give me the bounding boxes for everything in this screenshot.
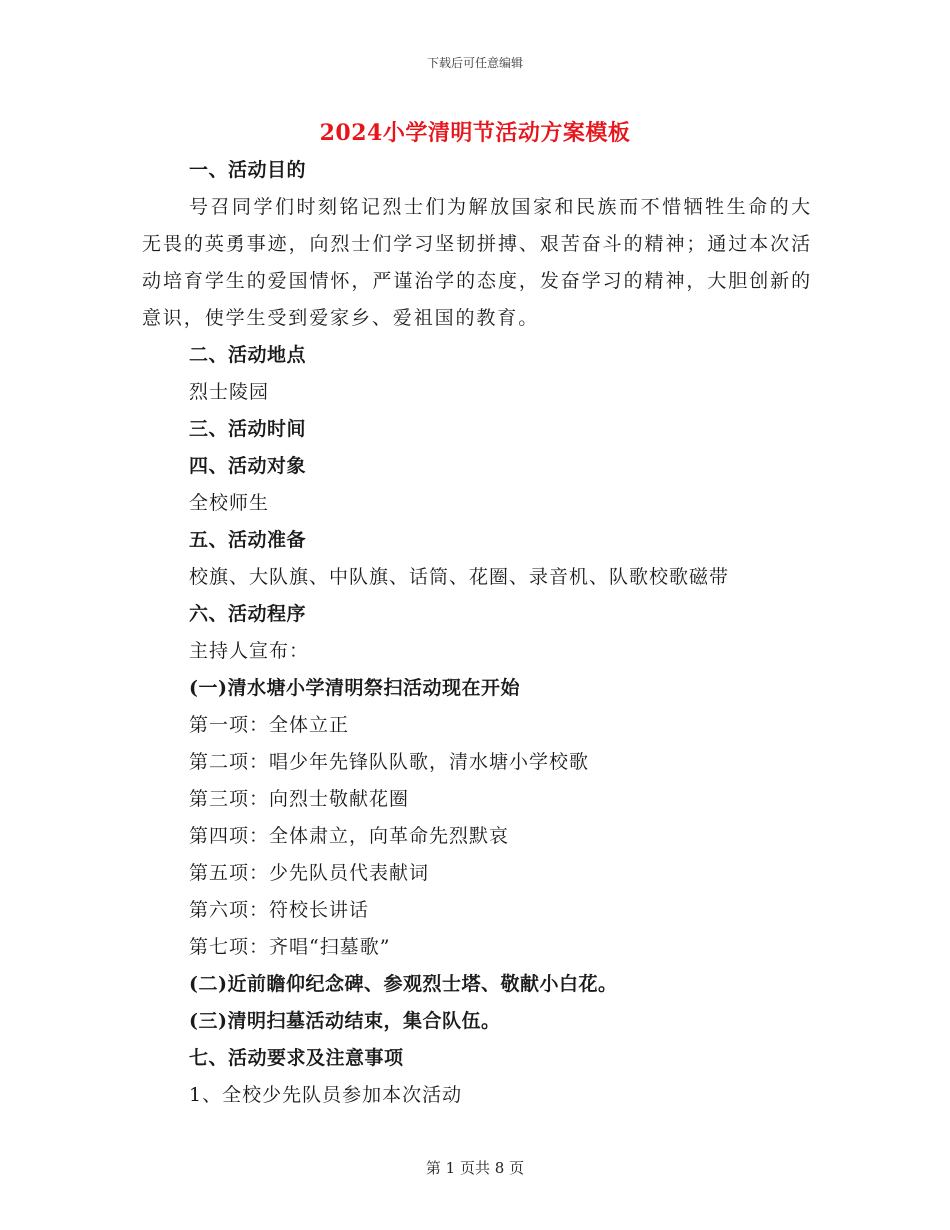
procedure-item: 第五项：少先队员代表献词	[189, 862, 430, 884]
procedure-item: 第六项：符校长讲话	[189, 899, 370, 921]
page-footer-page-number: 第 1 页共 8 页	[425, 1159, 525, 1177]
procedure-item: 第一项：全体立正	[189, 714, 350, 736]
procedure-item: 第四项：全体肃立，向革命先烈默哀	[189, 825, 510, 847]
page-header-note: 下载后可任意编辑	[426, 56, 523, 70]
section-heading-purpose: 一、活动目的	[189, 159, 307, 181]
participants-text: 全校师生	[189, 492, 270, 514]
procedure-step-1-heading: (一)清水塘小学清明祭扫活动现在开始	[189, 677, 520, 699]
procedure-intro: 主持人宣布：	[189, 640, 310, 662]
requirements-item: 1、全校少先队员参加本次活动	[189, 1084, 463, 1106]
document-title: 2024小学清明节活动方案模板	[319, 120, 631, 146]
preparation-text: 校旗、大队旗、中队旗、话筒、花圈、录音机、队歌校歌磁带	[189, 566, 730, 588]
section-heading-participants: 四、活动对象	[189, 455, 307, 477]
section-heading-time: 三、活动时间	[189, 418, 307, 440]
procedure-step-2-heading: (二)近前瞻仰纪念碑、参观烈士塔、敬献小白花。	[189, 973, 618, 995]
document-body	[142, 152, 812, 1114]
section-heading-procedure: 六、活动程序	[189, 603, 307, 625]
procedure-step-3-heading: (三)清明扫墓活动结束，集合队伍。	[189, 1010, 501, 1032]
procedure-item: 第三项：向烈士敬献花圈	[189, 788, 410, 810]
purpose-paragraph: 号召同学们时刻铭记烈士们为解放国家和民族而不惜牺牲生命的大无畏的英勇事迹，向烈士们学习坚韧拼搏、艰苦奋斗的精神；通过本次活动培育学生的爱国情怀，严谨治学的态度，发奋学习的精神，大胆创新的意识，使学生受到爱家乡、爱祖国的教育。	[142, 196, 812, 329]
procedure-item: 第二项：唱少年先锋队队歌，清水塘小学校歌	[189, 751, 590, 773]
section-heading-requirements: 七、活动要求及注意事项	[189, 1047, 404, 1069]
procedure-item: 第七项：齐唱“扫墓歌”	[189, 936, 391, 958]
section-heading-preparation: 五、活动准备	[189, 529, 307, 551]
location-text: 烈士陵园	[189, 381, 270, 403]
section-heading-location: 二、活动地点	[189, 344, 307, 366]
